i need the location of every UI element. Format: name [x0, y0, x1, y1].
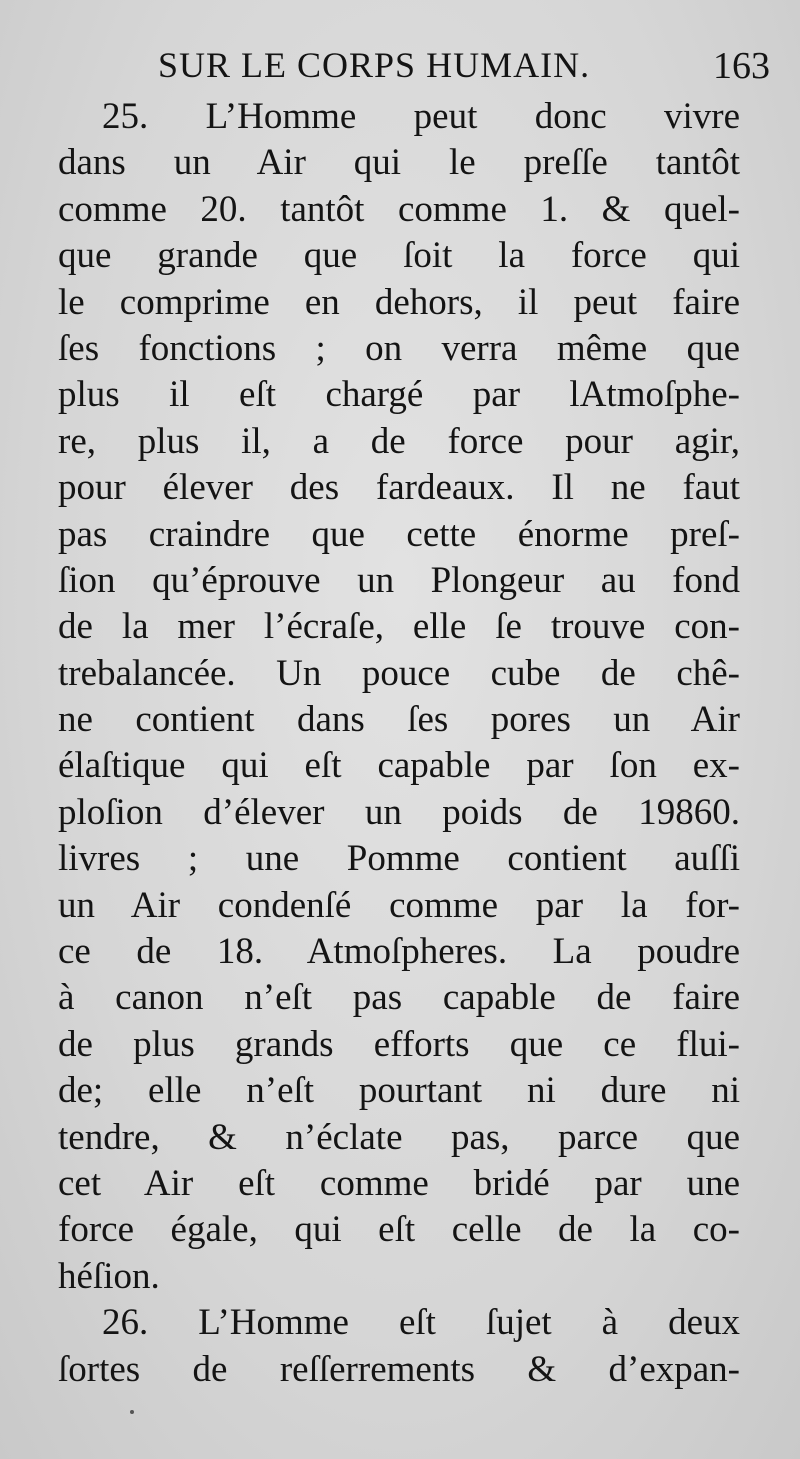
ink-speck	[130, 1410, 134, 1414]
text-line: trebalancée. Un pouce cube de chê-	[58, 652, 740, 694]
text-line: de plus grands efforts que ce flui-	[58, 1023, 740, 1065]
text-line: de; elle n’eſt pourtant ni dure ni	[58, 1070, 740, 1112]
text-line: dans un Air qui le preſſe tantôt	[58, 142, 740, 184]
text-line: re, plus il, a de force pour agir,	[58, 420, 740, 462]
text-line: ſortes de reſſerrements & d’expan-	[58, 1348, 740, 1390]
text-line: le comprime en dehors, il peut faire	[58, 281, 740, 323]
text-line: ſion qu’éprouve un Plongeur au fond	[58, 559, 740, 601]
text-line: ſes fonctions ; on verra même que	[58, 327, 740, 369]
body-text	[58, 94, 740, 1393]
text-line: ne contient dans ſes pores un Air	[58, 699, 740, 741]
text-line: élaſtique qui eſt capable par ſon ex-	[58, 745, 740, 787]
text-line: de la mer l’écraſe, elle ſe trouve con-	[58, 606, 740, 648]
page-number: 163	[713, 45, 770, 87]
text-line: que grande que ſoit la force qui	[58, 235, 740, 277]
text-line: 26. L’Homme eſt ſujet à deux	[102, 1302, 740, 1344]
text-line: 25. L’Homme peut donc vivre	[102, 96, 740, 137]
text-line: pour élever des fardeaux. Il ne faut	[58, 467, 740, 509]
text-line: cet Air eſt comme bridé par une	[58, 1162, 740, 1204]
text-line: ce de 18. Atmoſpheres. La poudre	[58, 931, 740, 973]
text-line: héſion.	[58, 1255, 160, 1297]
text-line: ploſion d’élever un poids de 19860.	[58, 791, 740, 833]
text-line: force égale, qui eſt celle de la co-	[58, 1209, 740, 1251]
text-line: comme 20. tantôt comme 1. & quel-	[58, 188, 740, 230]
text-line: plus il eſt chargé par lAtmoſphe-	[58, 374, 740, 416]
text-line: livres ; une Pomme contient auſſi	[58, 838, 740, 880]
page-header	[0, 44, 770, 94]
text-line: à canon n’eſt pas capable de faire	[58, 977, 740, 1019]
text-line: tendre, & n’éclate pas, parce que	[58, 1116, 740, 1158]
text-line: un Air condenſé comme par la for-	[58, 884, 740, 926]
running-title: SUR LE CORPS HUMAIN.	[158, 45, 591, 85]
text-line: pas craindre que cette énorme preſ-	[58, 513, 740, 555]
